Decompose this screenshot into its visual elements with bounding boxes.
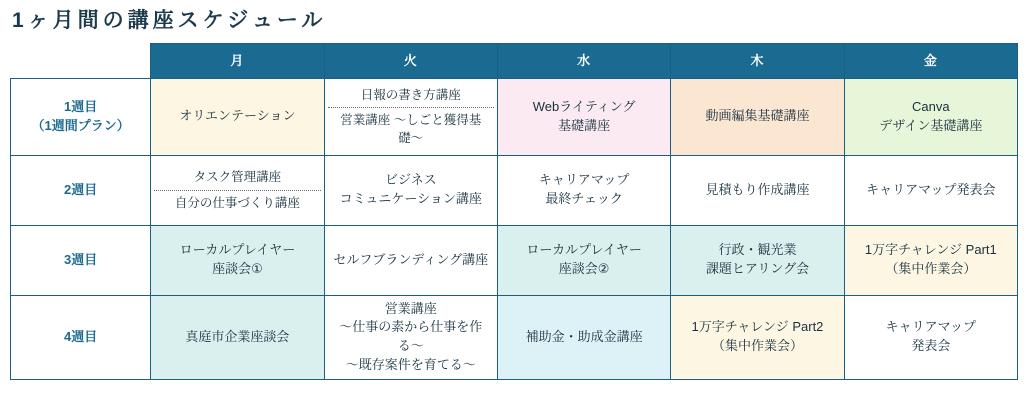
week-label-main: 4週目 [64,328,98,344]
cell-w1-wed [497,79,670,155]
header-mon: 月 [151,44,324,79]
week-label-4 [11,295,151,379]
cell-text: 見積もり作成講座 [705,181,810,197]
cell-text: 1万字チャレンジ Part1 [864,242,997,258]
cell-text: 〜既存案件を育てる〜 [345,357,476,373]
cell-w2-thu [671,155,844,225]
cell-text: 最終チェック [545,191,623,207]
table-row [11,225,1018,295]
cell-w3-mon [151,225,324,295]
header-wed: 水 [497,44,670,79]
cell-w2-mon [151,155,324,225]
week-label-sub: （1週間プラン） [31,117,130,133]
cell-text: 真庭市企業座談会 [185,328,290,344]
cell-text: 発表会 [911,338,951,354]
cell-w1-tue [324,79,497,155]
table-header [11,44,1018,79]
cell-subitem-top [154,165,320,190]
header-fri: 金 [844,44,1017,79]
week-label-main: 2週目 [64,181,98,197]
cell-text: ビジネス [384,172,437,188]
cell-text: 〜しごと獲得基礎〜 [393,113,482,146]
cell-text: キャリアマップ [885,319,977,335]
header-thu: 木 [671,44,844,79]
cell-text: 行政・観光業 [718,242,797,258]
cell-text: 座談会② [558,261,610,277]
cell-w2-fri [844,155,1017,225]
cell-w4-mon [151,295,324,379]
cell-w4-tue [324,295,497,379]
table-body [11,79,1018,380]
cell-w3-thu [671,225,844,295]
schedule-table [10,43,1018,380]
cell-text: 動画編集基礎講座 [705,108,810,124]
table-row [11,79,1018,155]
cell-text: タスク管理講座 [193,170,282,185]
table-row [11,295,1018,379]
week-label-3 [11,225,151,295]
cell-text: 補助金・助成金講座 [525,328,643,344]
cell-text: キャリアマップ発表会 [866,181,996,197]
cell-text: ローカルプレイヤー [526,242,642,258]
page-title: 1ヶ月間の講座スケジュール [12,9,327,32]
cell-text: Webライティング [532,99,636,115]
cell-text: 営業講座 [340,113,391,128]
header-corner [11,44,151,79]
cell-text: コミュニケーション講座 [339,191,482,207]
cell-text: 座談会① [212,261,263,277]
header-row [11,44,1018,79]
header-tue: 火 [324,44,497,79]
week-label-main: 3週目 [64,251,98,267]
cell-text: デザイン基礎講座 [879,117,983,133]
table-row [11,155,1018,225]
cell-w1-fri [844,79,1017,155]
cell-text: 基礎講座 [558,117,611,133]
cell-text: Canva [912,99,950,115]
cell-w4-thu [671,295,844,379]
cell-text: 課題ヒアリング会 [705,261,810,277]
cell-subitem-bottom [328,108,494,150]
cell-text: オリエンテーション [179,108,296,124]
cell-text: 1万字チャレンジ Part2 [691,319,824,335]
week-label-main: 1週目 [64,99,98,115]
cell-subitem-top [328,83,494,108]
cell-subitem-bottom [154,191,320,215]
cell-w1-mon [151,79,324,155]
week-label-2 [11,155,151,225]
cell-text: 自分の仕事づくり講座 [174,195,300,210]
cell-w3-wed [497,225,670,295]
cell-text: キャリアマップ [538,172,630,188]
cell-w2-wed [497,155,670,225]
cell-text: セルフブランディング講座 [333,251,489,267]
cell-text: ローカルプレイヤー [179,242,296,258]
cell-text: （集中作業会） [885,261,977,277]
cell-w4-fri [844,295,1017,379]
cell-text: 営業講座 [384,300,437,316]
week-label-1 [11,79,151,155]
cell-text: （集中作業会） [711,338,803,354]
cell-w2-tue [324,155,497,225]
cell-w4-wed [497,295,670,379]
cell-w1-thu [671,79,844,155]
cell-text: 日報の書き方講座 [360,88,461,103]
cell-w3-tue [324,225,497,295]
cell-w3-fri [844,225,1017,295]
cell-text: 〜仕事の素から仕事を作る〜 [339,319,483,354]
